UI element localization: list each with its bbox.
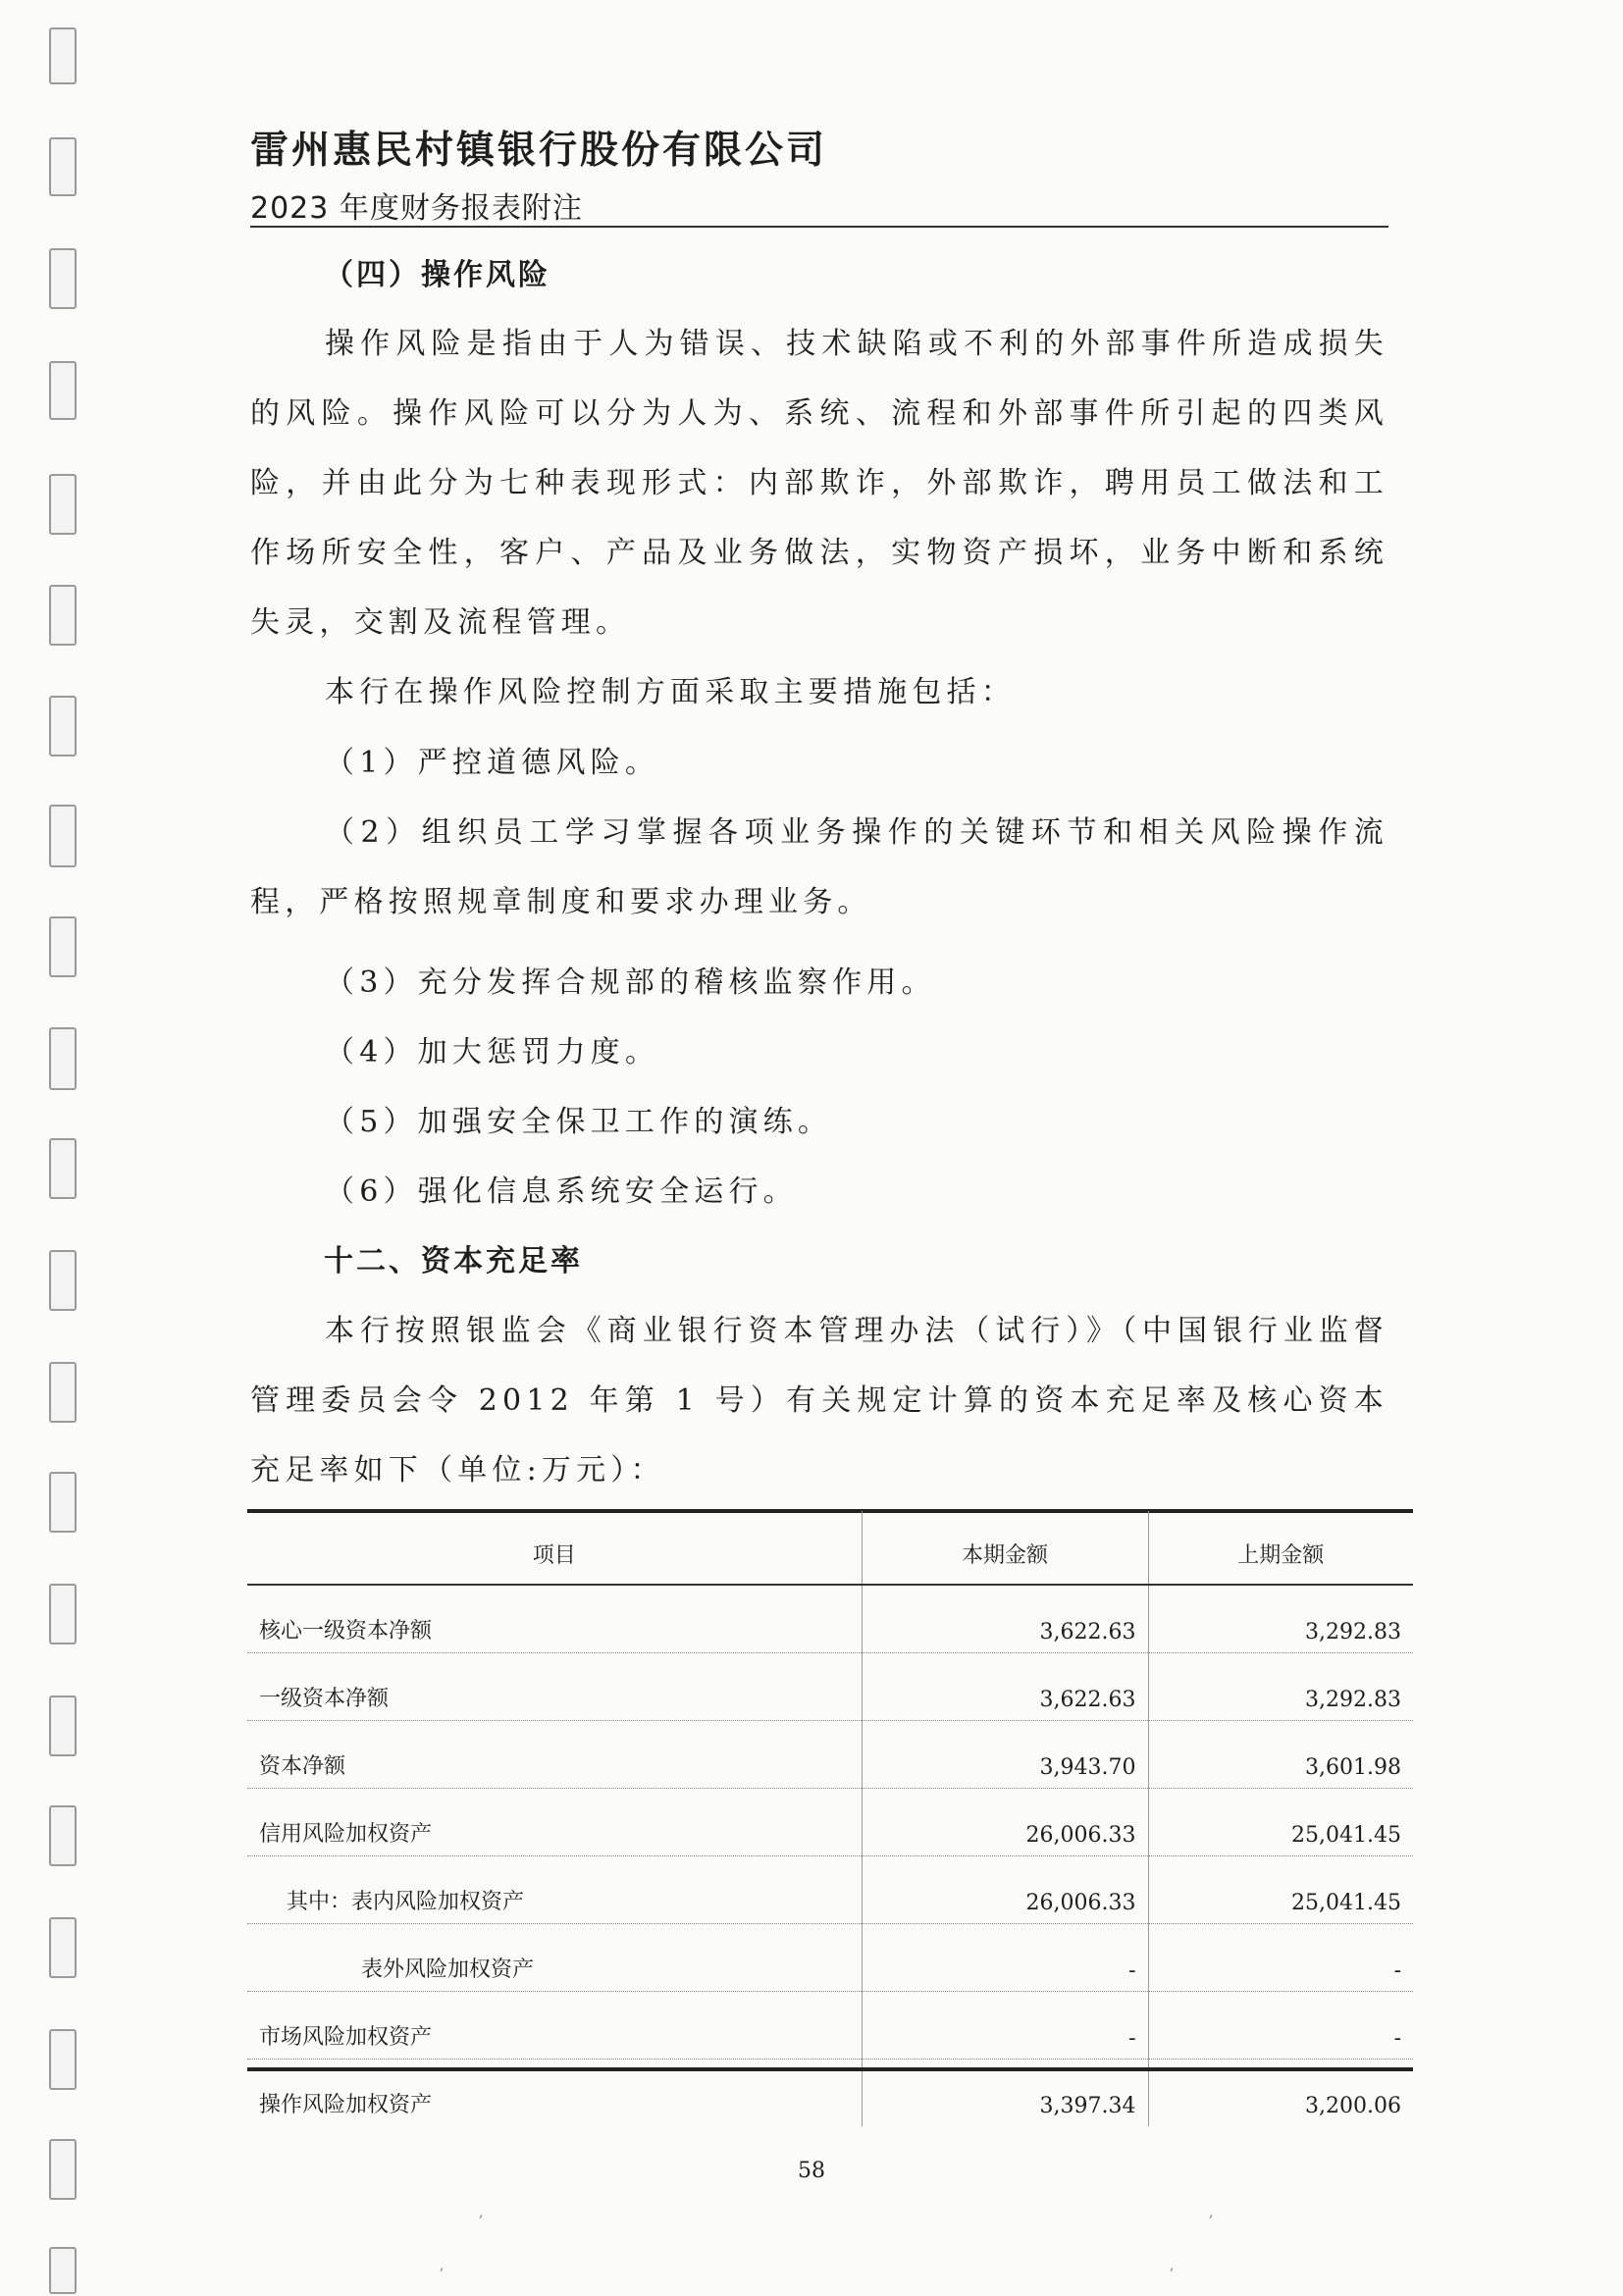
row-item: 市场风险加权资产 bbox=[247, 1992, 862, 2060]
row-item: 核心一级资本净额 bbox=[247, 1585, 862, 1653]
measure-item-4: （4）加大惩罚力度。 bbox=[325, 1035, 660, 1070]
binder-hole bbox=[49, 1805, 77, 1866]
op-risk-intro: 操作风险是指由于人为错误、技术缺陷或不利的外部事件所造成损失的风险。操作风险可以分为人为、系统、流程和外部事件所引起的四类风险，并由此分为七种表现形式：内部欺诈，外部欺诈，聘用员工做法和工作场所安全性，客户、产品及业务做法，实物资产损坏，业务中断和系统失灵，交割及流程管理。 bbox=[250, 327, 1388, 640]
row-current: 26,006.33 bbox=[862, 1856, 1148, 1924]
row-item: 表外风险加权资产 bbox=[247, 1924, 862, 1992]
binder-hole bbox=[49, 1472, 77, 1533]
scan-speck: , bbox=[1170, 2258, 1175, 2273]
col-header-previous: 上期金额 bbox=[1148, 1511, 1413, 1585]
row-previous: 3,601.98 bbox=[1148, 1721, 1413, 1789]
binder-hole bbox=[49, 1362, 77, 1423]
scan-speck: , bbox=[479, 2205, 484, 2220]
capital-table bbox=[247, 1511, 1413, 2126]
row-current: 3,943.70 bbox=[862, 1721, 1148, 1789]
page-number: 58 bbox=[798, 2159, 825, 2183]
measure-item-6: （6）强化信息系统安全运行。 bbox=[325, 1174, 798, 1209]
row-item: 资本净额 bbox=[247, 1721, 862, 1789]
binder-hole bbox=[49, 361, 77, 420]
binder-hole bbox=[49, 1584, 77, 1644]
binder-hole bbox=[49, 805, 77, 867]
table-row bbox=[247, 1653, 1413, 1721]
row-item: 其中：表内风险加权资产 bbox=[247, 1856, 862, 1924]
row-current: 3,622.63 bbox=[862, 1585, 1148, 1653]
table-row bbox=[247, 1992, 1413, 2060]
binder-hole bbox=[49, 916, 77, 977]
col-header-current: 本期金额 bbox=[862, 1511, 1148, 1585]
row-current: 3,622.63 bbox=[862, 1653, 1148, 1721]
row-item: 信用风险加权资产 bbox=[247, 1789, 862, 1856]
scan-speck: , bbox=[440, 2258, 445, 2273]
report-title: 2023 年度财务报表附注 bbox=[250, 191, 583, 226]
table-row bbox=[247, 1856, 1413, 1924]
binder-hole bbox=[49, 2029, 77, 2090]
binder-hole bbox=[49, 137, 77, 196]
binder-hole bbox=[49, 1250, 77, 1311]
row-previous: 3,292.83 bbox=[1148, 1653, 1413, 1721]
measure-item-3: （3）充分发挥合规部的稽核监察作用。 bbox=[325, 965, 936, 1000]
row-current: - bbox=[862, 1924, 1148, 1992]
company-name: 雷州惠民村镇银行股份有限公司 bbox=[250, 129, 828, 173]
binder-hole bbox=[49, 248, 77, 309]
binder-hole bbox=[49, 474, 77, 535]
row-previous: 3,200.06 bbox=[1148, 2060, 1413, 2127]
table-row bbox=[247, 1585, 1413, 1653]
row-previous: 25,041.45 bbox=[1148, 1789, 1413, 1856]
table-bottom-rule bbox=[247, 2067, 1413, 2071]
table-row bbox=[247, 1789, 1413, 1856]
header-rule bbox=[250, 226, 1388, 228]
table-row bbox=[247, 1721, 1413, 1789]
measure-item-2: （2）组织员工学习掌握各项业务操作的关键环节和相关风险操作流程，严格按照规章制度和要求办理业务。 bbox=[250, 815, 1388, 919]
binder-hole bbox=[49, 585, 77, 646]
measures-intro: 本行在操作风险控制方面采取主要措施包括： bbox=[325, 675, 1016, 709]
binder-hole bbox=[49, 1027, 77, 1090]
row-current: 26,006.33 bbox=[862, 1789, 1148, 1856]
row-current: - bbox=[862, 1992, 1148, 2060]
binder-hole bbox=[49, 696, 77, 757]
row-current: 3,397.34 bbox=[862, 2060, 1148, 2127]
row-previous: 3,292.83 bbox=[1148, 1585, 1413, 1653]
row-item: 操作风险加权资产 bbox=[259, 2093, 433, 2117]
binder-hole bbox=[49, 2247, 77, 2294]
table-row bbox=[247, 1924, 1413, 1992]
col-header-item: 项目 bbox=[247, 1511, 862, 1585]
row-previous: - bbox=[1148, 1992, 1413, 2060]
row-item: 一级资本净额 bbox=[247, 1653, 862, 1721]
row-previous: 25,041.45 bbox=[1148, 1856, 1413, 1924]
op-risk-heading: （四）操作风险 bbox=[324, 258, 550, 292]
row-previous: - bbox=[1148, 1924, 1413, 1992]
binder-hole bbox=[49, 1138, 77, 1199]
binder-hole bbox=[49, 1917, 77, 1978]
capital-heading: 十二、资本充足率 bbox=[324, 1244, 583, 1278]
scan-speck: , bbox=[1209, 2205, 1214, 2220]
binder-hole bbox=[49, 1696, 77, 1756]
measure-item-1: （1）严控道德风险。 bbox=[325, 746, 660, 780]
table-header-row bbox=[247, 1511, 1413, 1585]
binder-hole bbox=[49, 27, 77, 84]
capital-intro: 本行按照银监会《商业银行资本管理办法（试行）》（中国银行业监督管理委员会令 2012 年第 1 号）有关规定计算的资本充足率及核心资本充足率如下（单位:万元）： bbox=[250, 1314, 1388, 1487]
measure-item-5: （5）加强安全保卫工作的演练。 bbox=[325, 1105, 833, 1139]
